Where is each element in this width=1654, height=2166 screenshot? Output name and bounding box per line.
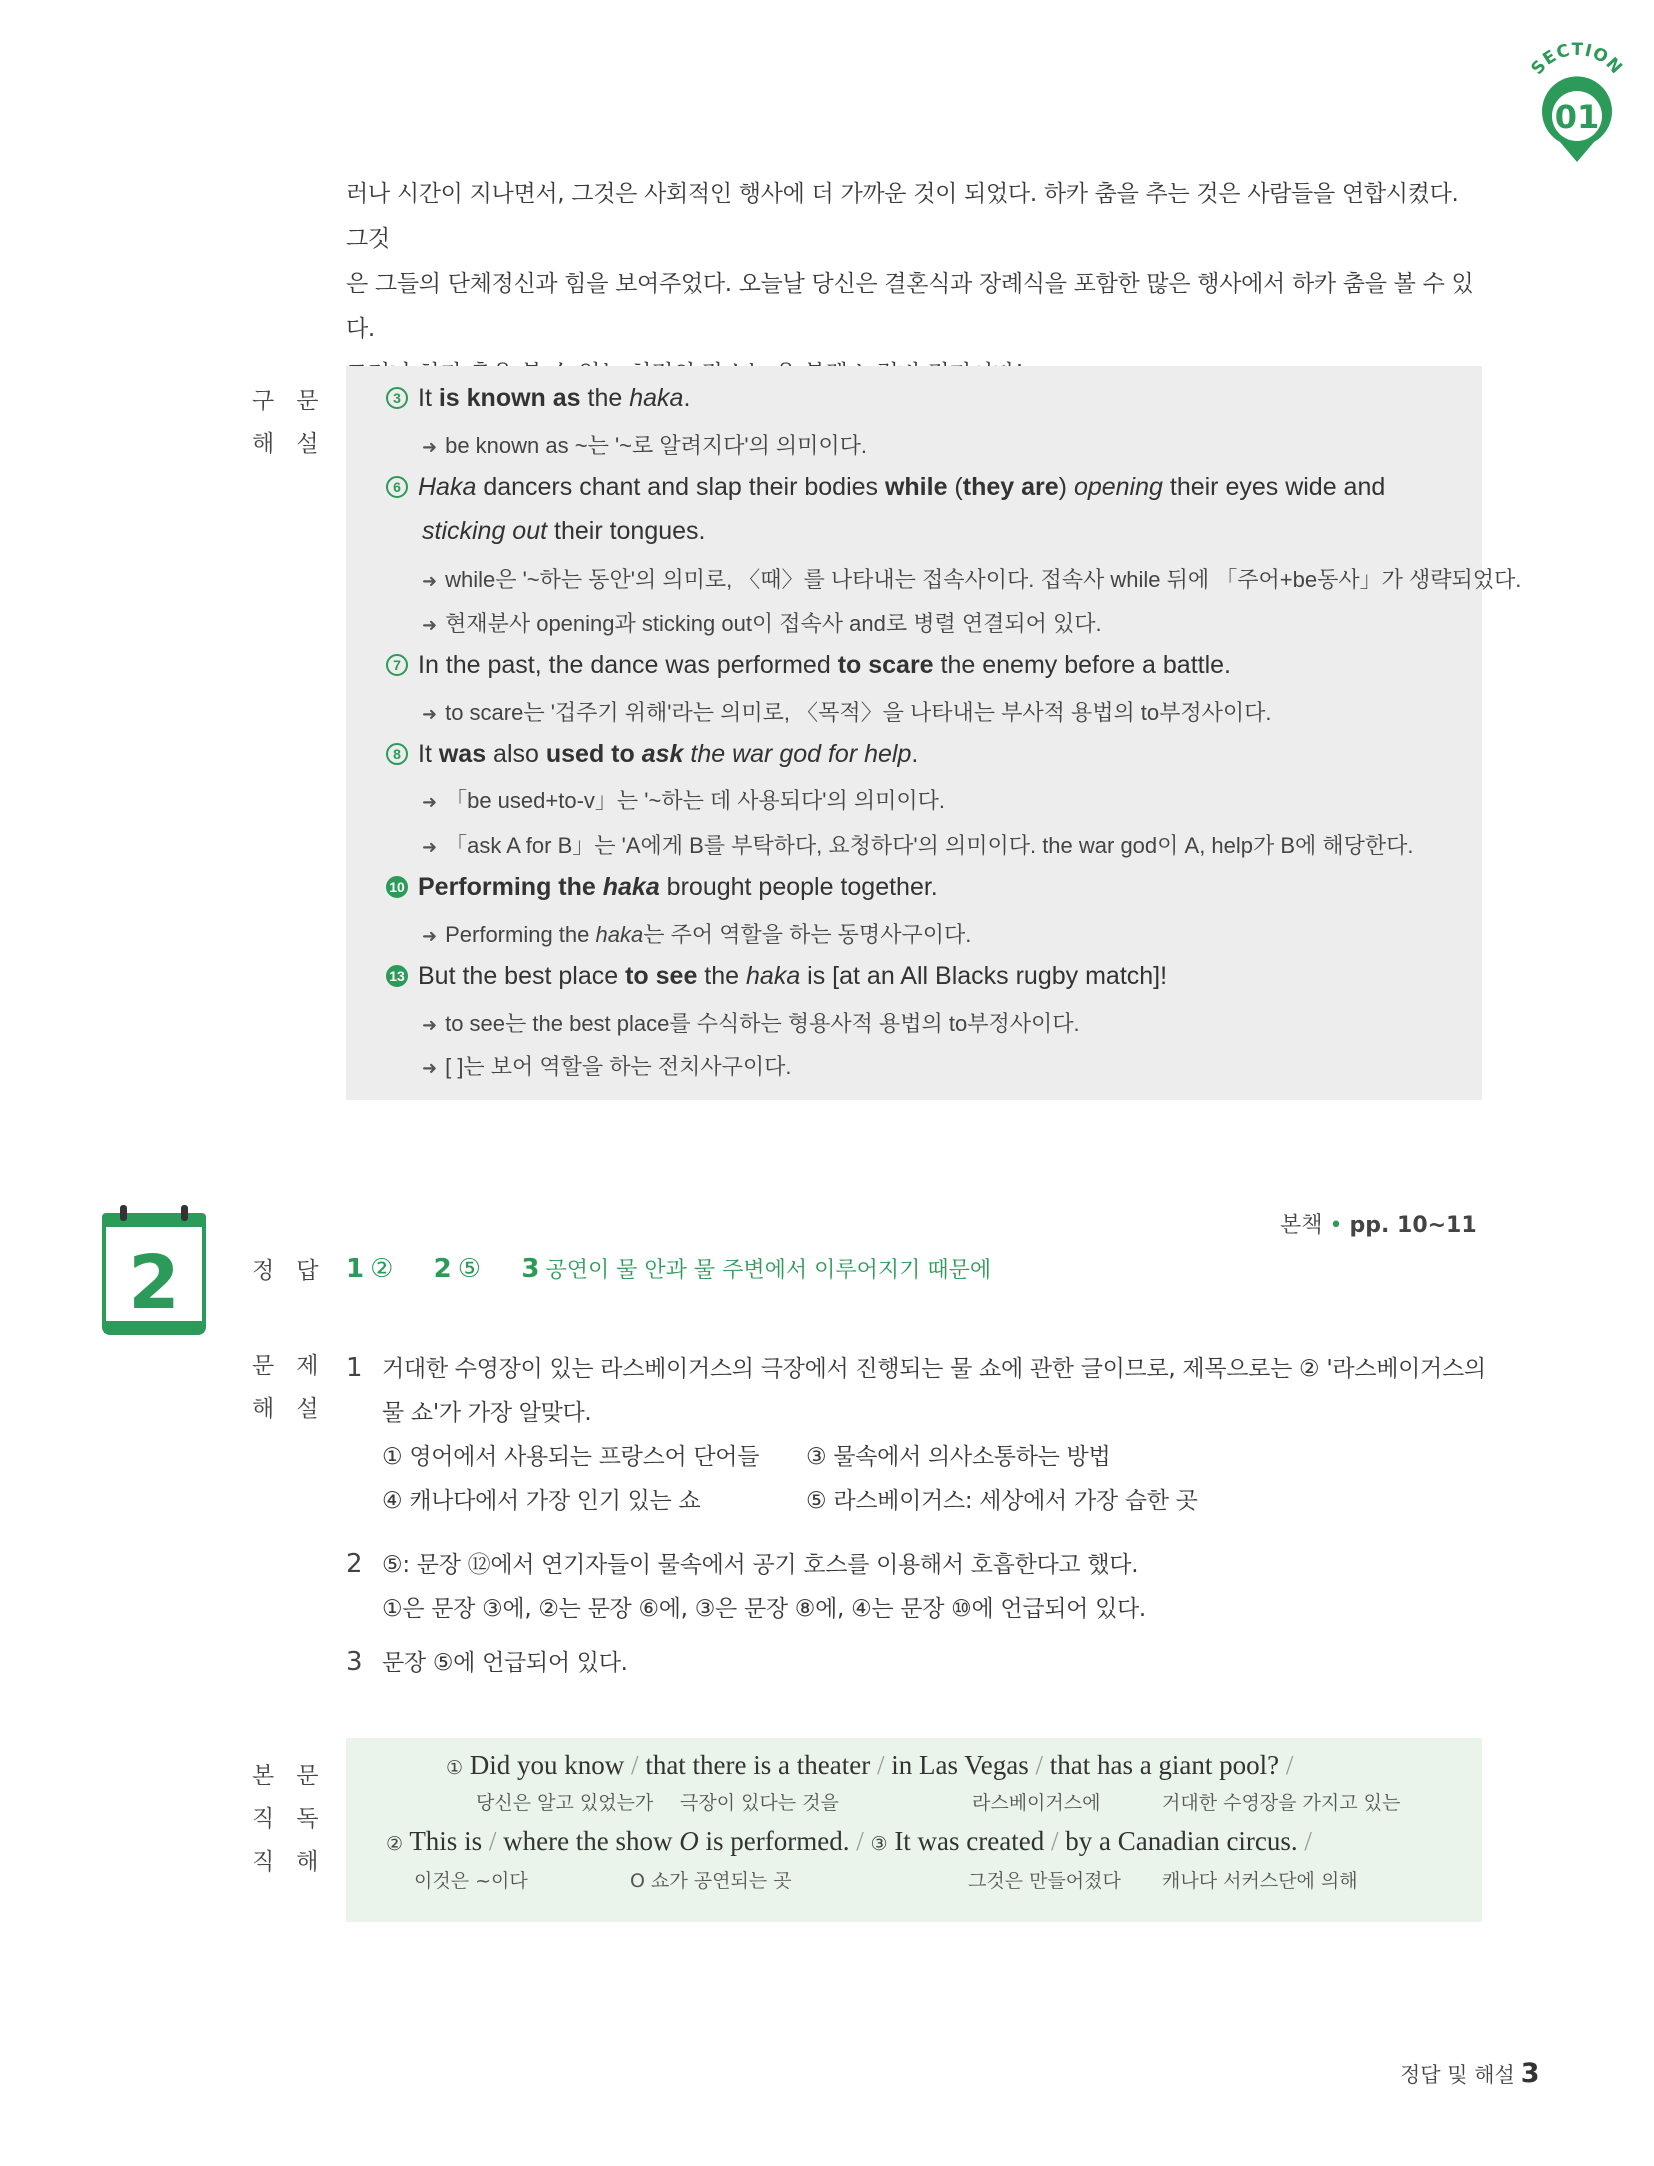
sentence-number: 7 [386,654,408,676]
explanation-2-cont: ①은 문장 ③에, ②는 문장 ⑥에, ③은 문장 ⑧에, ④는 문장 ⑩에 언급되어 있다. [382,1596,1146,1622]
sentence-13: 13 But the best place to see the haka is [at an All Blacks rugby match]! [386,962,1167,991]
answers: 1 ② 2 ⑤ 3 공연이 물 안과 물 주변에서 이루어지기 때문에 [346,1254,992,1284]
arrow-icon: ➜ [422,704,438,724]
explanation-2: 2 ⑤: 문장 ⑫에서 연기자들이 물속에서 공기 호스를 이용해서 호흡한다고 했다. [346,1549,1139,1579]
sentence-7: 7 In the past, the dance was performed to scare the enemy before a battle. [386,651,1231,680]
note: ➜ 「ask A for B」는 'A에게 B를 부탁하다, 요청하다'의 의미이다. the war god이 A, help가 B에 해당한다. [422,833,1414,858]
arrow-icon: ➜ [422,1058,438,1078]
korean-chunk: O 쇼가 공연되는 곳 [630,1870,792,1892]
option: ⑤ 라스베이거스: 세상에서 가장 습한 곳 [806,1488,1198,1514]
note: ➜ to see는 the best place를 수식하는 형용사적 용법의 to부정사이다. [422,1011,1080,1036]
arrow-icon: ➜ [422,615,438,635]
translation-line-2: ② This is / where the show O is performed. / ③ It was created / by a Canadian circus. / [386,1826,1312,1856]
grammar-label: 구문 해설 [252,388,341,457]
sentence-3: 3 It is known as the haka. [386,384,690,413]
note: ➜ 「be used+to-v」는 '~하는 데 사용되다'의 의미이다. [422,788,945,813]
sentence-number: 3 [386,387,408,409]
explanation-1-cont: 물 쇼'가 가장 알맞다. [382,1400,592,1426]
intro-paragraph [346,172,1486,397]
arrow-icon: ➜ [422,437,438,457]
option: ③ 물속에서 의사소통하는 방법 [806,1444,1111,1470]
translation-line-1: ① Did you know / that there is a theater / in Las Vegas / that has a giant pool? / [446,1750,1294,1780]
arrow-icon: ➜ [422,792,438,812]
arrow-icon: ➜ [422,571,438,591]
korean-chunk: 그것은 만들어졌다 [968,1870,1121,1892]
sentence-number: 13 [386,965,408,987]
intro-line: 은 그들의 단체정신과 힘을 보여주었다. 오늘날 당신은 결혼식과 장례식을 포함한 많은 행사에서 하카 춤을 볼 수 있다. [346,271,1474,342]
sentence-number: 8 [386,743,408,765]
section-2-number: 2 [128,1240,180,1326]
intro-line: 러나 시간이 지나면서, 그것은 사회적인 행사에 더 가까운 것이 되었다. 하카 춤을 추는 것은 사람들을 연합시켰다. 그것 [346,181,1459,252]
calendar-icon [100,1203,208,1338]
note: ➜ [ ]는 보어 역할을 하는 전치사구이다. [422,1054,792,1079]
section-label: SECTION [1527,39,1627,79]
korean-chunk: 캐나다 서커스단에 의해 [1162,1870,1358,1892]
problem-label: 문제 해설 [252,1353,341,1422]
korean-chunk: 당신은 알고 있었는가 [476,1792,654,1814]
page-footer: 정답 및 해설 3 [1400,2058,1540,2089]
answer-label: 정답 [252,1258,341,1284]
svg-text:SECTION [1527,40,1626,79]
note: ➜ 현재분사 opening과 sticking out이 접속사 and로 병렬 연결되어 있다. [422,611,1102,636]
korean-chunk: 극장이 있다는 것을 [680,1792,839,1814]
option: ① 영어에서 사용되는 프랑스어 단어들 [382,1444,760,1470]
sentence-10: 10 Performing the haka brought people together. [386,873,938,902]
page-reference: 본책 • pp. 10~11 [1280,1213,1477,1238]
arrow-icon: ➜ [422,926,438,946]
sentence-6-cont: sticking out their tongues. [422,517,706,545]
page-number: 3 [1520,2058,1540,2089]
translation-box [346,1738,1482,1922]
note: ➜ while은 '~하는 동안'의 의미로, 〈때〉를 나타내는 접속사이다. 접속사 while 뒤에 「주어+be동사」가 생략되었다. [422,567,1522,592]
sentence-number: 10 [386,876,408,898]
translation-label: 본문 직독 직해 [252,1763,341,1875]
grammar-box [346,366,1522,1100]
section-badge [1510,38,1640,168]
note: ➜ be known as ~는 '~로 알려지다'의 의미이다. [422,433,868,458]
explanation-1: 1 거대한 수영장이 있는 라스베이거스의 극장에서 진행되는 물 쇼에 관한 글이므로, 제목으로는 ② '라스베이거스의 [346,1353,1486,1383]
explanation-3: 3 문장 ⑤에 언급되어 있다. [346,1647,628,1677]
option: ④ 캐나다에서 가장 인기 있는 쇼 [382,1488,701,1514]
note: ➜ Performing the haka는 주어 역할을 하는 동명사구이다. [422,922,972,947]
section-number: 01 [1554,98,1600,136]
arrow-icon: ➜ [422,1015,438,1035]
korean-chunk: 이것은 ~이다 [414,1870,528,1892]
sentence-number: 6 [386,476,408,498]
korean-chunk: 거대한 수영장을 가지고 있는 [1162,1792,1401,1814]
korean-chunk: 라스베이거스에 [972,1792,1101,1814]
arrow-icon: ➜ [422,837,438,857]
sentence-8: 8 It was also used to ask the war god for help. [386,740,918,769]
note: ➜ to scare는 '겁주기 위해'라는 의미로, 〈목적〉을 나타내는 부사적 용법의 to부정사이다. [422,700,1272,725]
sentence-6: 6 Haka dancers chant and slap their bodies while (they are) opening their eyes wide and [386,473,1385,502]
